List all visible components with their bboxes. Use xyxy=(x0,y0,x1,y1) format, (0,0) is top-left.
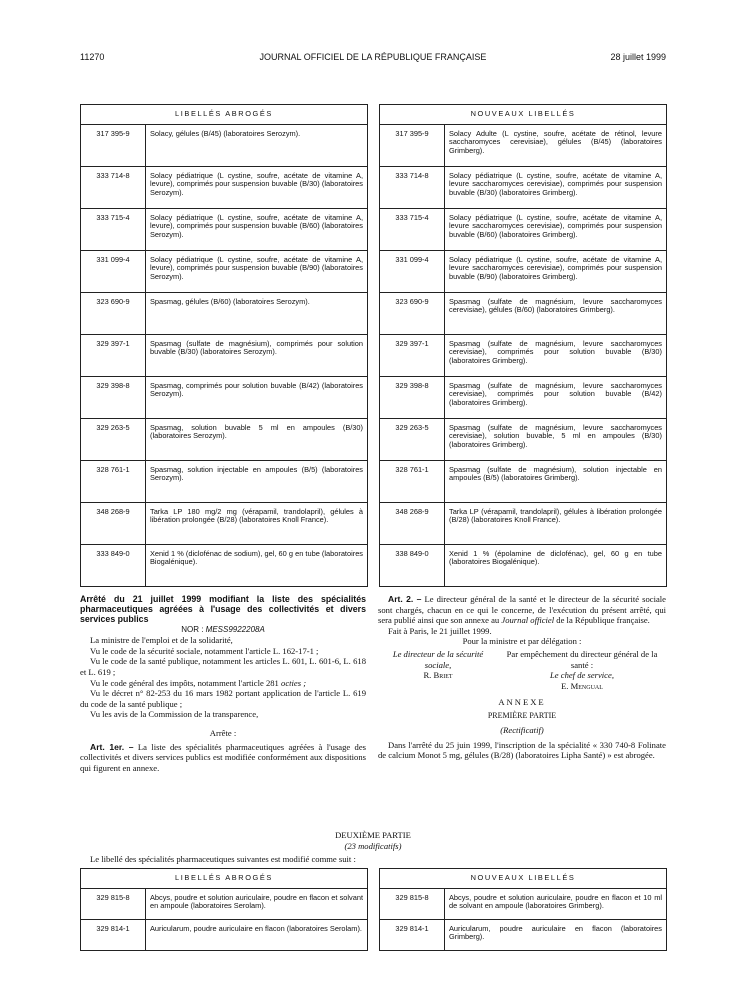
old-code-cell: 333 849-0 xyxy=(81,544,146,586)
table-row xyxy=(81,544,667,586)
new-label-cell: Spasmag (sulfate de magnésium, levure saccharomyces cerevisiae), solution buvable, 5 ml en ampoules (B/30) (laboratoires Grimberg). xyxy=(445,418,667,460)
table-body xyxy=(81,124,667,586)
signature-right xyxy=(498,649,666,691)
annexe-part1: PREMIÈRE PARTIE xyxy=(487,710,557,720)
col-header-nouveaux: NOUVEAUX LIBELLÉS xyxy=(380,869,667,889)
new-code-cell: 329 815-8 xyxy=(380,888,445,919)
table-libelles-1 xyxy=(80,104,667,587)
column-gap xyxy=(368,105,380,125)
table-header-row xyxy=(81,105,667,125)
signature-left-title: Le directeur de la sécurité sociale, xyxy=(392,648,484,670)
old-label-cell: Spasmag, solution injectable en ampoules (B/5) (laboratoires Serozym). xyxy=(146,460,368,502)
new-label-cell: Solacy Adulte (L cystine, soufre, acétate de rétinol, levure saccharomyces cerevisiae), gélules (B/45) (laboratoires Grimberg). xyxy=(445,124,667,166)
old-code-cell: 329 263-5 xyxy=(81,418,146,460)
vu-sante: Vu le code de la santé publique, notamment les articles L. 601, L. 601-6, L. 618 et L. 619 ; xyxy=(80,656,366,677)
signatures xyxy=(378,649,666,691)
arrete-label: Arrête : xyxy=(209,727,237,738)
new-label-cell: Xenid 1 % (épolamine de diclofénac), gel, 60 g en tube (laboratoires Biogalénique). xyxy=(445,544,667,586)
new-code-cell: 333 714-8 xyxy=(380,166,445,208)
old-code-cell: 329 815-8 xyxy=(81,888,146,919)
col-header-abroges: LIBELLÉS ABROGÉS xyxy=(81,105,368,125)
article-1 xyxy=(80,742,366,774)
new-code-cell: 329 398-8 xyxy=(380,376,445,418)
new-code-cell: 323 690-9 xyxy=(380,292,445,334)
part2-modificatifs: (23 modificatifs) xyxy=(344,841,402,851)
old-code-cell: 317 395-9 xyxy=(81,124,146,166)
ministre-line: La ministre de l'emploi et de la solidarité, xyxy=(90,635,233,646)
new-label-cell: Tarka LP (vérapamil, trandolapril), gélules à libération prolongée (B/28) (laboratoires Knoll France). xyxy=(445,502,667,544)
old-label-cell: Solacy pédiatrique (L cystine, soufre, acétate de vitamine A, levure), comprimés pour suspension buvable (B/30) (laboratoires Serozym). xyxy=(146,166,368,208)
old-label-cell: Spasmag (sulfate de magnésium), comprimés pour solution buvable (B/30) (laboratoires Serozym). xyxy=(146,334,368,376)
new-label-cell: Solacy pédiatrique (L cystine, soufre, acétate de vitamine A, levure saccharomyces cerevisiae), comprimés pour suspension buvable (B/90) (laboratoires Grimberg). xyxy=(445,250,667,292)
table-body xyxy=(81,888,667,950)
table-row xyxy=(81,919,667,950)
old-label-cell: Xenid 1 % (diclofénac de sodium), gel, 60 g en tube (laboratoires Biogalénique). xyxy=(146,544,368,586)
column-gap xyxy=(368,376,380,418)
old-label-cell: Spasmag, gélules (B/60) (laboratoires Serozym). xyxy=(146,292,368,334)
new-code-cell: 329 397-1 xyxy=(380,334,445,376)
nor-code: MESS9922208A xyxy=(205,624,265,634)
column-gap xyxy=(368,919,380,950)
table-row xyxy=(81,208,667,250)
old-label-cell: Abcys, poudre et solution auriculaire, poudre en flacon et solvant en ampoule (laboratoires Serolam). xyxy=(146,888,368,919)
new-code-cell: 317 395-9 xyxy=(380,124,445,166)
column-gap xyxy=(368,124,380,166)
new-label-cell: Solacy pédiatrique (L cystine, soufre, acétate de vitamine A, levure saccharomyces cerevisiae), comprimés pour suspension buvable (B/30) (laboratoires Grimberg). xyxy=(445,166,667,208)
column-gap xyxy=(368,250,380,292)
article-2 xyxy=(378,594,666,626)
vu-secu: Vu le code de la sécurité sociale, notamment l'article L. 162-17-1 ; xyxy=(90,645,319,656)
old-label-cell: Solacy pédiatrique (L cystine, soufre, acétate de vitamine A, levure), comprimés pour suspension buvable (B/60) (laboratoires Serozym). xyxy=(146,208,368,250)
new-code-cell: 338 849-0 xyxy=(380,544,445,586)
old-label-cell: Spasmag, solution buvable 5 ml en ampoules (B/30) (laboratoires Serozym). xyxy=(146,418,368,460)
col-header-nouveaux: NOUVEAUX LIBELLÉS xyxy=(380,105,667,125)
column-gap xyxy=(368,292,380,334)
table-header-row xyxy=(81,869,667,889)
column-gap xyxy=(368,869,380,889)
delegation-line: Pour la ministre et par délégation : xyxy=(462,636,582,647)
column-gap xyxy=(368,166,380,208)
old-code-cell: 328 761-1 xyxy=(81,460,146,502)
table-libelles-2 xyxy=(80,868,667,951)
new-label-cell: Abcys, poudre et solution auriculaire, poudre en flacon et 10 ml de solvant en ampoule (laboratoires Grimberg). xyxy=(445,888,667,919)
table-row xyxy=(81,502,667,544)
part2-intro: Le libellé des spécialités pharmaceutiques suivantes est modifié comme suit : xyxy=(90,854,356,864)
signature-right-title: Le chef de service, xyxy=(550,670,614,681)
vu-impots-text: Vu le code général des impôts, notamment l'article 281 xyxy=(90,677,279,688)
new-code-cell: 328 761-1 xyxy=(380,460,445,502)
old-code-cell: 329 397-1 xyxy=(81,334,146,376)
table-row xyxy=(81,460,667,502)
old-code-cell: 329 398-8 xyxy=(81,376,146,418)
part2-title: DEUXIÈME PARTIE xyxy=(335,830,411,840)
new-code-cell: 348 268-9 xyxy=(380,502,445,544)
nor-label: NOR : xyxy=(181,624,204,634)
new-code-cell: 331 099-4 xyxy=(380,250,445,292)
journal-title: JOURNAL OFFICIEL DE LA RÉPUBLIQUE FRANÇAISE xyxy=(259,52,487,62)
new-label-cell: Spasmag (sulfate de magnésium), solution injectable en ampoules (B/5) (laboratoires Grimberg). xyxy=(445,460,667,502)
page-header xyxy=(80,52,666,66)
column-gap xyxy=(368,888,380,919)
article-2-label: Art. 2. – xyxy=(388,594,422,604)
column-gap xyxy=(368,460,380,502)
vu-impots-octies: octies ; xyxy=(281,677,307,688)
page-number: 11270 xyxy=(80,52,105,62)
new-label-cell: Spasmag (sulfate de magnésium, levure saccharomyces cerevisiae), comprimés pour solution buvable (B/30) (laboratoires Grimberg). xyxy=(445,334,667,376)
column-gap xyxy=(368,334,380,376)
nor-reference xyxy=(80,625,366,636)
annexe-rectificatif: (Rectificatif) xyxy=(500,725,544,736)
arrete-title: Arrêté du 21 juillet 1999 modifiant la liste des spécialités pharmaceutiques agréées à l'usage des collectivités et divers services publics xyxy=(80,594,366,625)
new-label-cell: Spasmag (sulfate de magnésium, levure saccharomyces cerevisiae), comprimés pour solution buvable (B/42) (laboratoires Grimberg). xyxy=(445,376,667,418)
journal-officiel-ref: Journal officiel xyxy=(501,615,555,626)
vu-impots xyxy=(80,678,366,689)
annexe-text: Dans l'arrêté du 25 juin 1999, l'inscription de la spécialité « 330 740-8 Folinate de calcium Monot 5 mg, gélules (B/28) (laboratoires Lipha Santé) » est abrogée. xyxy=(378,739,666,761)
old-label-cell: Tarka LP 180 mg/2 mg (vérapamil, trandolapril), gélules à libération prolongée (B/28) (laboratoires Knoll France). xyxy=(146,502,368,544)
signature-right-line: Par empêchement du directeur général de la santé : xyxy=(506,648,658,670)
old-label-cell: Auricularum, poudre auriculaire en flacon (laboratoires Serolam). xyxy=(146,919,368,950)
arrete-column-left xyxy=(80,594,366,773)
column-gap xyxy=(368,418,380,460)
new-code-cell: 329 263-5 xyxy=(380,418,445,460)
old-code-cell: 333 715-4 xyxy=(81,208,146,250)
article-1-text: La liste des spécialités pharmaceutiques agréées à l'usage des collectivités et divers services publics est modifiée conformément aux dispositions qui figurent en annexe. xyxy=(80,741,367,773)
table-row xyxy=(81,888,667,919)
arrete-column-right xyxy=(378,594,666,761)
new-label-cell: Solacy pédiatrique (L cystine, soufre, acétate de vitamine A, levure saccharomyces cerevisiae), comprimés pour suspension buvable (B/60) (laboratoires Grimberg). xyxy=(445,208,667,250)
vu-avis: Vu les avis de la Commission de la transparence, xyxy=(90,709,259,720)
old-code-cell: 323 690-9 xyxy=(81,292,146,334)
table-row xyxy=(81,418,667,460)
column-gap xyxy=(368,544,380,586)
old-label-cell: Spasmag, comprimés pour solution buvable (B/42) (laboratoires Serozym). xyxy=(146,376,368,418)
old-label-cell: Solacy pédiatrique (L cystine, soufre, acétate de vitamine A, levure), comprimés pour suspension buvable (B/90) (laboratoires Serozym). xyxy=(146,250,368,292)
fait-a-paris: Fait à Paris, le 21 juillet 1999. xyxy=(388,625,492,636)
old-code-cell: 329 814-1 xyxy=(81,919,146,950)
table-row xyxy=(81,334,667,376)
signature-left-name: R. Briet xyxy=(423,670,453,681)
signature-left xyxy=(388,649,488,681)
article-2-text-end: de la République française. xyxy=(556,615,650,626)
column-gap xyxy=(368,208,380,250)
old-code-cell: 348 268-9 xyxy=(81,502,146,544)
column-gap xyxy=(368,502,380,544)
old-code-cell: 331 099-4 xyxy=(81,250,146,292)
new-code-cell: 329 814-1 xyxy=(380,919,445,950)
table-row xyxy=(81,376,667,418)
old-label-cell: Solacy, gélules (B/45) (laboratoires Serozym). xyxy=(146,124,368,166)
article-2-text: Le directeur général de la santé et le directeur de la sécurité sociale sont chargés, chacun en ce qui le concerne, de l'exécution du présent arrêté, qui sera publié ainsi que son annexe au xyxy=(378,594,666,626)
issue-date: 28 juillet 1999 xyxy=(610,52,666,62)
table-row xyxy=(81,124,667,166)
new-code-cell: 333 715-4 xyxy=(380,208,445,250)
signature-right-name: E. Mengual xyxy=(561,680,603,691)
table-row xyxy=(81,250,667,292)
old-code-cell: 333 714-8 xyxy=(81,166,146,208)
new-label-cell: Spasmag (sulfate de magnésium, levure saccharomyces cerevisiae), gélules (B/60) (laboratoires Grimberg). xyxy=(445,292,667,334)
new-label-cell: Auricularum, poudre auriculaire en flacon (laboratoires Grimberg). xyxy=(445,919,667,950)
table-row xyxy=(81,166,667,208)
article-1-label: Art. 1er. – xyxy=(90,741,134,752)
vu-decret: Vu le décret n° 82-253 du 16 mars 1982 portant application de l'article L. 619 du code de la santé publique ; xyxy=(80,688,366,709)
col-header-abroges: LIBELLÉS ABROGÉS xyxy=(81,869,368,889)
table-row xyxy=(81,292,667,334)
annexe-title: ANNEXE xyxy=(498,696,546,707)
